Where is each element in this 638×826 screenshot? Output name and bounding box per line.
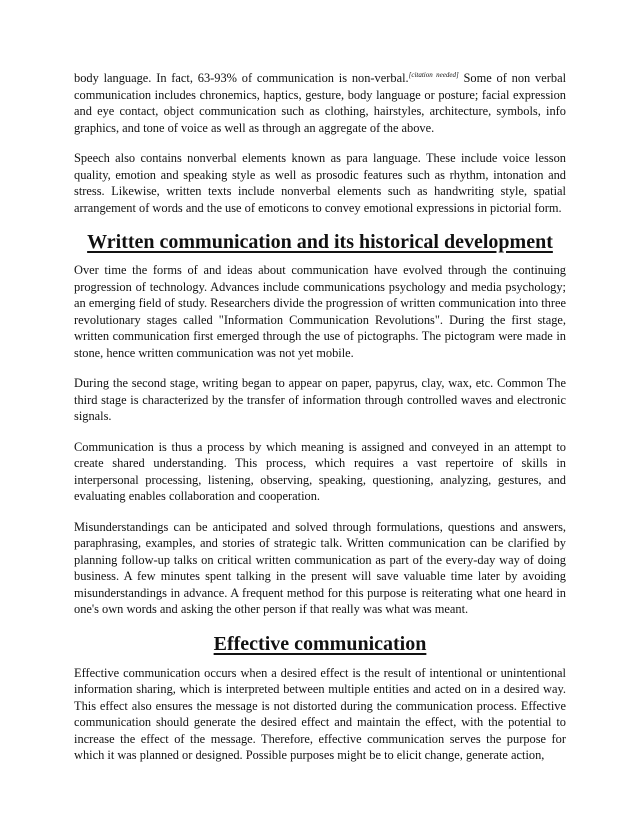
paragraph-nonverbal bbox=[74, 70, 566, 136]
paragraph-effective-communication: Effective communication occurs when a desired effect is the result of intentional or unintentional information sharing, which is interpreted between multiple entities and acted on in a desired way. This effect also ensures the message is not distorted during the communication process. Effective communication should generate the desired effect and maintain the effect, with the potential to increase the effect of the message. Therefore, effective communication serves the purpose for which it was planned or designed. Possible purposes might be to elicit change, generate action, bbox=[74, 665, 566, 762]
paragraph-speech: Speech also contains nonverbal elements known as para language. These include voice lesson quality, emotion and speaking style as well as prosodic features such as rhythm, intonation and stress. Likewise, written texts include nonverbal elements such as handwriting style, spatial arrangement of words and the use of emoticons to convey emotional expressions in pictorial form. bbox=[74, 151, 566, 215]
document-page bbox=[74, 70, 566, 778]
citation-needed-note: [citation needed] bbox=[408, 70, 459, 79]
paragraph-nonverbal-text-a: body language. In fact, 63-93% of communication is non-verbal. bbox=[74, 71, 409, 85]
paragraph-nonverbal-text-b: Some of non verbal communication includes chronemics, haptics, gesture, body language or posture; facial expression and eye contact, object communication such as clothing, hairstyles, architecture, symbols, info graphics, and tone of voice as well as through an aggregate of the above. bbox=[74, 71, 567, 135]
paragraph-misunderstandings: Misunderstandings can be anticipated and solved through formulations, questions and answers, paraphrasing, examples, and stories of strategic talk. Written communication can be clarified by planning follow-up talks on critical written communication as part of the every-day way of doing business. A few minutes spent talking in the present will save valuable time later by avoiding misunderstandings in advance. A frequent method for this purpose is reiterating what one heard in one's own words and asking the other person if that really was what was meant. bbox=[74, 519, 566, 616]
paragraph-second-stage: During the second stage, writing began to appear on paper, papyrus, clay, wax, etc. Common The third stage is characterized by the transfer of information through controlled waves and electronic signals. bbox=[74, 376, 566, 423]
paragraph-written-evolution: Over time the forms of and ideas about communication have evolved through the continuing progression of technology. Advances include communications psychology and media psychology; an emerging field of study. Researchers divide the progression of written communication into three revolutionary stages called "Information Communication Revolutions". During the first stage, written communication first emerged through the use of pictographs. The pictogram were made in stone, hence written communication was not yet mobile. bbox=[74, 263, 566, 360]
paragraph-communication-process: Communication is thus a process by which meaning is assigned and conveyed in an attempt to create shared understanding. This process, which requires a vast repertoire of skills in interpersonal processing, listening, observing, speaking, questioning, analyzing, gestures, and evaluating enables collaboration and cooperation. bbox=[74, 439, 566, 503]
heading-written-communication: Written communication and its historical development bbox=[87, 231, 553, 253]
heading-effective-communication: Effective communication bbox=[213, 632, 427, 655]
